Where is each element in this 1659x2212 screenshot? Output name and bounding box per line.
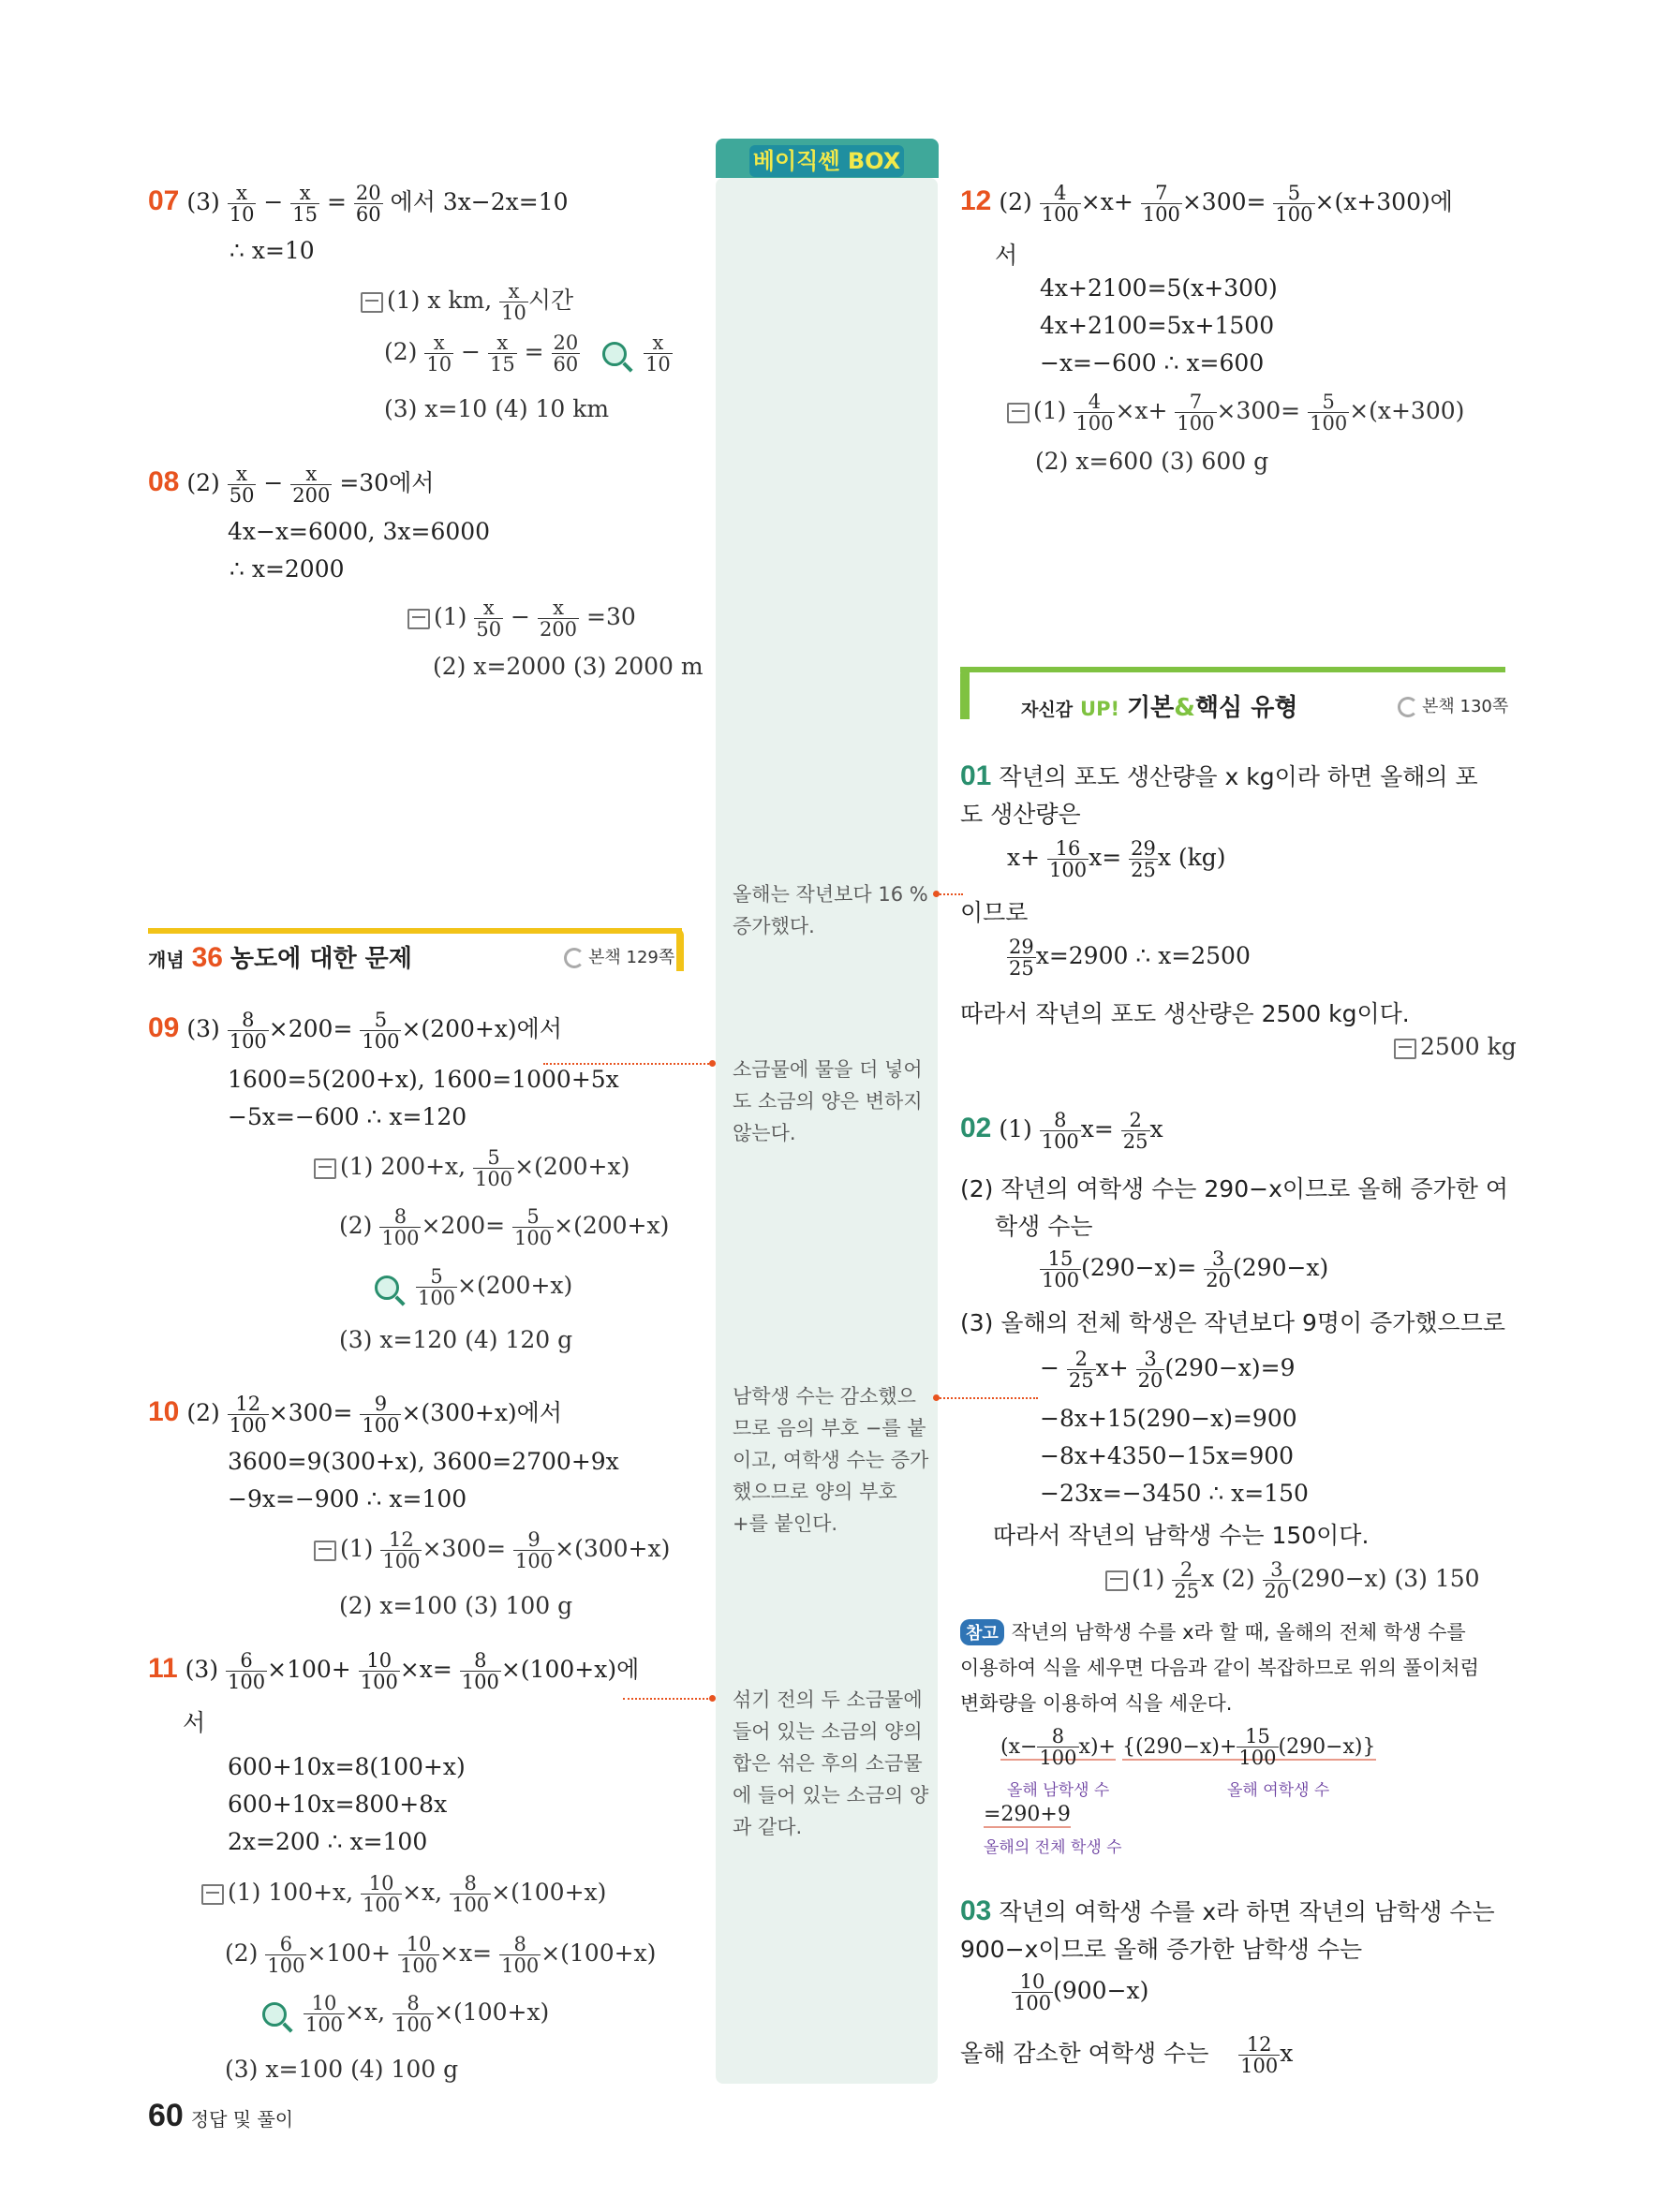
book-ref-icon — [1398, 697, 1418, 717]
answer-02: (1) $\frac{2}{25}$ x (2) $\frac{3}{20}$ (290−x) (3) 150 — [1105, 1559, 1480, 1601]
reference-eq1: (x− $\frac{8}{100}$ x)+ {(290−x)+ $\frac{15}{100}$ (290−x)} — [1000, 1725, 1376, 1769]
problem-10: 10 (2) $\frac{12}{100}$ ×300= $\frac{9}{100}$ ×(300+x)에서 — [148, 1393, 562, 1437]
box-note-4: 섞기 전의 두 소금물에 들어 있는 소금의 양의 합은 섞은 후의 소금물에 들어 있는 소금의 양과 같다. — [733, 1688, 929, 1838]
answer-icon — [407, 609, 430, 629]
problem-10-line2: 3600=9(300+x), 3600=2700+9x — [228, 1448, 619, 1475]
section-bar-end — [676, 928, 684, 971]
problem-07: 07 (3) $\frac{x}{10}$ − $\frac{x}{15}$ = $\frac{20}{60}$ 에서 3x−2x=10 — [148, 182, 569, 226]
answer-09-1: (1) 200+x, $\frac{5}{100}$ ×(200+x) — [314, 1147, 630, 1189]
question-01-eq1: x+ $\frac{16}{100}$ x= $\frac{29}{25}$ x (kg) — [1007, 837, 1226, 881]
question-02-eq6: −23x=−3450 ∴ x=150 — [1040, 1480, 1309, 1507]
question-02-line4: 따라서 작년의 남학생 수는 150이다. — [993, 1522, 1370, 1549]
problem-07-line2: ∴ x=10 — [230, 237, 315, 264]
note-connector-line — [623, 1698, 712, 1700]
fraction: $\frac{20}{60}$ — [355, 182, 381, 226]
note-connector-line — [543, 1063, 712, 1065]
answer-12-2: (2) x=600 (3) 600 g — [1035, 448, 1269, 475]
reference-note-3: 변화량을 이용하여 식을 세운다. — [960, 1692, 1233, 1715]
answer-icon — [361, 292, 383, 313]
question-03-eq1: $\frac{10}{100}$ (900−x) — [1014, 1970, 1149, 2014]
answer-icon — [314, 1541, 336, 1561]
answer-10-1: (1) $\frac{12}{100}$ ×300= $\frac{9}{100}$ ×(300+x) — [314, 1529, 670, 1571]
reference-note-2: 이용하여 식을 세우면 다음과 같이 복잡하므로 위의 풀이처럼 — [960, 1657, 1479, 1679]
problem-09: 09 (3) $\frac{8}{100}$ ×200= $\frac{5}{100}$ ×(200+x)에서 — [148, 1009, 562, 1053]
problem-12-line2: 4x+2100=5(x+300) — [1040, 274, 1278, 302]
answer-07-2: (2) $\frac{x}{10}$ − $\frac{x}{15}$ = $\frac{20}{60}$ $\frac{x}{10}$ — [384, 332, 671, 376]
box-note-1: 올해는 작년보다 16 % 증가했다. — [733, 883, 928, 937]
question-01-cont: 도 생산량은 — [960, 801, 1081, 828]
question-01-line3: 따라서 작년의 포도 생산량은 2500 kg이다. — [960, 1000, 1410, 1027]
answer-08-1: (1) $\frac{x}{50}$ − $\frac{x}{200}$ =30 — [407, 597, 636, 640]
question-03-line2: 900−x이므로 올해 증가한 남학생 수는 — [960, 1936, 1363, 1963]
question-01: 01 작년의 포도 생산량을 x kg이라 하면 올해의 포 — [960, 760, 1478, 791]
answer-07-3: (3) x=10 (4) 10 km — [384, 395, 610, 422]
note-connector-dot — [709, 1060, 716, 1067]
problem-11-line2: 600+10x=8(100+x) — [228, 1753, 466, 1780]
note-connector-dot — [709, 1695, 716, 1702]
label-total: 올해의 전체 학생 수 — [984, 1838, 1122, 1857]
label-girls: 올해 여학생 수 — [1227, 1781, 1330, 1800]
question-01-line2: 이므로 — [960, 899, 1029, 926]
question-02-eq3: − $\frac{2}{25}$ x+ $\frac{3}{20}$ (290−x)=9 — [1040, 1348, 1296, 1392]
search-icon — [375, 1276, 399, 1300]
answer-icon — [1007, 403, 1029, 423]
problem-11: 11 (3) $\frac{6}{100}$ ×100+ $\frac{10}{100}$ ×x= $\frac{8}{100}$ ×(100+x)에 — [148, 1649, 640, 1693]
search-icon — [262, 2002, 287, 2027]
note-connector-line — [937, 893, 963, 895]
question-02-eq2: $\frac{15}{100}$ (290−x)= $\frac{3}{20}$ (290−x) — [1042, 1247, 1329, 1291]
problem-08-line2: 4x−x=6000, 3x=6000 — [228, 518, 491, 545]
problem-12-cont: 서 — [995, 242, 1018, 269]
question-02-eq4: −8x+15(290−x)=900 — [1040, 1405, 1297, 1432]
note-connector-line — [937, 1397, 1038, 1399]
answer-08-2: (2) x=2000 (3) 2000 m — [433, 653, 704, 680]
footer-label: 정답 및 풀이 — [190, 2108, 294, 2131]
problem-12: 12 (2) $\frac{4}{100}$ ×x+ $\frac{7}{100}$ ×300= $\frac{5}{100}$ ×(x+300)에 — [960, 182, 1453, 226]
answer-12-1: (1) $\frac{4}{100}$ ×x+ $\frac{7}{100}$ ×300= $\frac{5}{100}$ ×(x+300) — [1007, 391, 1464, 434]
question-02: 02 (1) $\frac{8}{100}$ x= $\frac{2}{25}$ x — [960, 1109, 1163, 1153]
page-number: 60 — [148, 2098, 184, 2133]
fraction: $\frac{x}{15}$ — [292, 182, 318, 226]
question-01-eq2: $\frac{29}{25}$ x=2900 ∴ x=2500 — [1009, 936, 1251, 980]
box-note-2: 소금물에 물을 더 넣어도 소금의 양은 변하지 않는다. — [733, 1058, 923, 1144]
answer-icon — [1394, 1039, 1416, 1059]
box-note-3: 남학생 수는 감소했으므로 음의 부호 −를 붙이고, 여학생 수는 증가했으므로 양의 부호 +를 붙인다. — [733, 1385, 929, 1535]
reference-eq2: =290+9 — [984, 1803, 1071, 1826]
question-02-line2-cont: 학생 수는 — [995, 1213, 1093, 1240]
answer-01: 2500 kg — [1394, 1033, 1517, 1060]
section-bar — [148, 928, 682, 934]
answer-icon — [314, 1158, 336, 1179]
problem-09-line3: −5x=−600 ∴ x=120 — [228, 1103, 467, 1130]
right-section-header: 자신감 UP! 기본&핵심 유형 — [1021, 694, 1298, 722]
hint-11: $\frac{10}{100}$ ×x, $\frac{8}{100}$ ×(100+x) — [262, 1993, 549, 2035]
section-36-ref: 본책 129쪽 — [564, 944, 674, 968]
answer-11-3: (3) x=100 (4) 100 g — [225, 2056, 459, 2083]
problem-09-line2: 1600=5(200+x), 1600=1000+5x — [228, 1066, 619, 1093]
label-boys: 올해 남학생 수 — [1007, 1781, 1110, 1800]
answer-09-2: (2) $\frac{8}{100}$ ×200= $\frac{5}{100}$ ×(200+x) — [339, 1205, 670, 1249]
answer-icon — [201, 1884, 224, 1905]
section-36-header: 개념 36 농도에 대한 문제 — [148, 942, 412, 973]
section-bar — [960, 667, 1505, 672]
problem-11-line4: 2x=200 ∴ x=100 — [228, 1828, 428, 1855]
problem-08-line3: ∴ x=2000 — [230, 555, 345, 582]
reference-badge: 참고 — [960, 1619, 1004, 1645]
answer-icon — [1105, 1571, 1128, 1591]
question-02-line3: (3) 올해의 전체 학생은 작년보다 9명이 증가했으므로 — [960, 1309, 1506, 1336]
question-02-line2: (2) 작년의 여학생 수는 290−x이므로 올해 증가한 여 — [960, 1175, 1509, 1202]
problem-12-line3: 4x+2100=5x+1500 — [1040, 312, 1275, 339]
answer-11-1: (1) 100+x, $\frac{10}{100}$ ×x, $\frac{8}{100}$ ×(100+x) — [201, 1873, 606, 1915]
question-02-eq5: −8x+4350−15x=900 — [1040, 1442, 1295, 1469]
section-bar-end — [960, 667, 970, 719]
problem-10-line3: −9x=−900 ∴ x=100 — [228, 1485, 467, 1512]
question-03: 03 작년의 여학생 수를 x라 하면 작년의 남학생 수는 — [960, 1895, 1495, 1926]
fraction: $\frac{x}{10}$ — [229, 182, 255, 226]
problem-number: 07 — [148, 185, 180, 216]
book-ref-icon — [564, 948, 585, 968]
problem-11-cont: 서 — [183, 1709, 206, 1736]
answer-07-1: (1) x km, $\frac{x}{10}$ 시간 — [361, 281, 573, 323]
search-icon — [602, 342, 627, 366]
page-footer — [148, 2098, 293, 2134]
reference-note-1: 참고 작년의 남학생 수를 x라 할 때, 올해의 전체 학생 수를 — [960, 1617, 1466, 1645]
problem-08: 08 (2) $\frac{x}{50}$ − $\frac{x}{200}$ =30에서 — [148, 463, 435, 507]
problem-11-line3: 600+10x=800+8x — [228, 1791, 448, 1818]
problem-12-line4: −x=−600 ∴ x=600 — [1040, 349, 1265, 376]
box-title: 베이직쎈 BOX — [749, 145, 904, 177]
answer-10-2: (2) x=100 (3) 100 g — [339, 1592, 573, 1619]
question-03-line3: 올해 감소한 여학생 수는 $\frac{12}{100}$ x — [960, 2033, 1294, 2077]
hint-09: $\frac{5}{100}$ ×(200+x) — [375, 1266, 572, 1308]
right-section-ref: 본책 130쪽 — [1398, 693, 1508, 717]
answer-09-3: (3) x=120 (4) 120 g — [339, 1326, 573, 1353]
answer-11-2: (2) $\frac{6}{100}$ ×100+ $\frac{10}{100}$ ×x= $\frac{8}{100}$ ×(100+x) — [225, 1933, 657, 1977]
